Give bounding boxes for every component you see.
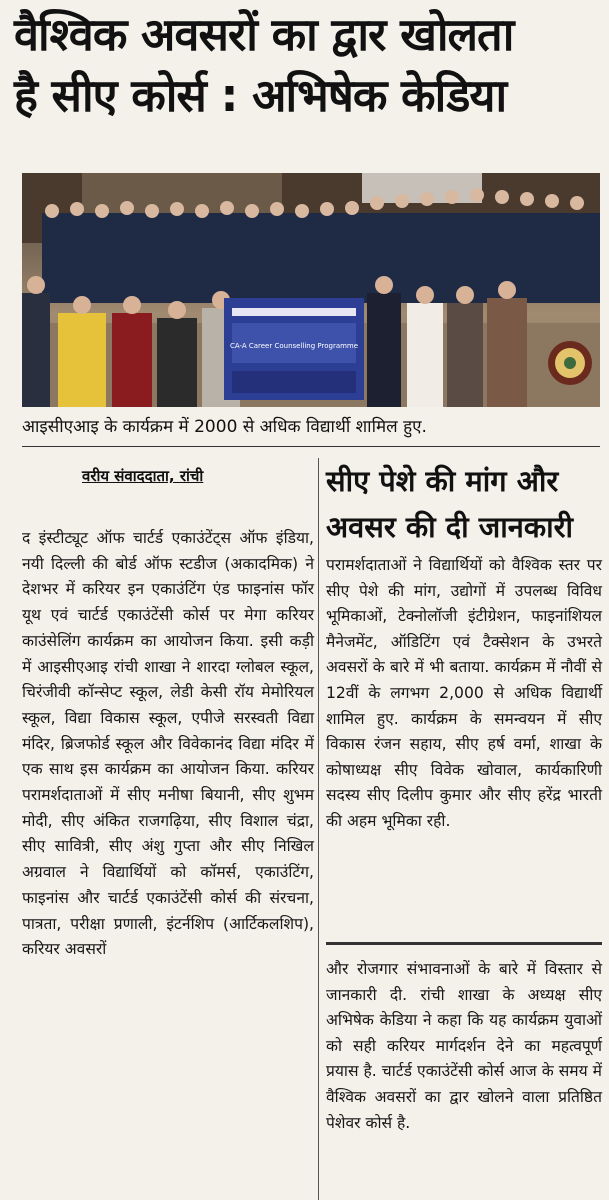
headline-line-1: वैश्विक अवसरों का द्वार खोलता	[14, 8, 514, 61]
photo-caption: आइसीएआइ के कार्यक्रम में 2000 से अधिक विद्यार्थी शामिल हुए.	[22, 417, 427, 437]
column-divider	[318, 458, 319, 1200]
headline	[14, 4, 599, 126]
article-body-right: परामर्शदाताओं ने विद्यार्थियों को वैश्विक स्तर पर सीए पेशे की मांग, उद्योगों में उपलब्ध विविध भूमिकाओं, टेक्नोलॉजी इंटीग्रेशन, फाइनांशियल मैनेजमेंट, ऑडिटिंग एवं टैक्सेशन के उभरते अवसरों के बारे में भी बताया. कार्यक्रम में नौवीं से 12वीं के लगभग 2,000 से अधिक विद्यार्थी शामिल हुए. कार्यक्रम के समन्वयन में सीए विकास रंजन सहाय, सीए हर्ष वर्मा, शाखा के कोषाध्यक्ष सीए विवेक खोवाल, कार्यकारिणी सदस्य सीए दिलीप कुमार और सीए हरेंद्र भारती की अहम भूमिका रही.	[326, 556, 602, 830]
event-photo	[22, 173, 600, 407]
byline: वरीय संवाददाता, रांची	[82, 467, 204, 485]
caption-divider	[22, 446, 600, 447]
article-body-left: द इंस्टीट्यूट ऑफ चार्टर्ड एकाउंटेंट्स ऑफ इंडिया, नयी दिल्ली की बोर्ड ऑफ स्टडीज (अकादमिक) ने देशभर में करियर इन एकाउंटिंग एंड फाइनांस फॉर यूथ एवं चार्टर्ड एकाउंटेंसी कोर्स पर मेगा करियर काउंसेलिंग कार्यक्रम का आयोजन किया. इसी कड़ी में आइसीएआइ रांची शाखा ने शारदा ग्लोबल स्कूल, चिरंजीवी कॉन्सेप्ट स्कूल, लेडी केसी रॉय मेमोरियल स्कूल, विद्या विकास स्कूल, एपीजे सरस्वती विद्या मंदिर, ब्रिजफोर्ड स्कूल और विवेकानंद विद्या मंदिर में एक साथ इस कार्यक्रम का आयोजन किया. करियर परामर्शदाताओं में सीए मनीषा बियानी, सीए शुभम मोदी, सीए अंकित राजगढ़िया, सीए विशाल चंद्रा, सीए सावित्री, सीए अंशु गुप्ता और सीए निखिल अग्रवाल ने विद्यार्थियों को कॉमर्स, एकाउंटिंग, फाइनांस और चार्टर्ड एकाउंटेंसी कोर्स की संरचना, पात्रता, परीक्षा प्रणाली, इंटर्नशिप (आर्टिकलशिप), करियर अवसरों	[22, 529, 314, 959]
section-divider	[326, 942, 602, 945]
banner-text: CA-A Career Counselling Programme	[229, 342, 359, 350]
headline-line-2: है सीए कोर्स : अभिषेक केडिया	[14, 69, 507, 122]
subheading: सीए पेशे की मांग और अवसर की दी जानकारी	[326, 464, 574, 544]
article-body-right-continued: और रोजगार संभावनाओं के बारे में विस्तार से जानकारी दी. रांची शाखा के अध्यक्ष सीए अभिषेक केडिया ने कहा कि यह कार्यक्रम युवाओं को सही करियर मार्गदर्शन देने का महत्वपूर्ण प्रयास है. चार्टर्ड एकाउंटेंसी कोर्स आज के समय में वैश्विक अवसरों का द्वार खोलने वाला प्रतिष्ठित पेशेवर कोर्स है.	[326, 960, 602, 1132]
group-photo-illustration	[22, 173, 600, 407]
